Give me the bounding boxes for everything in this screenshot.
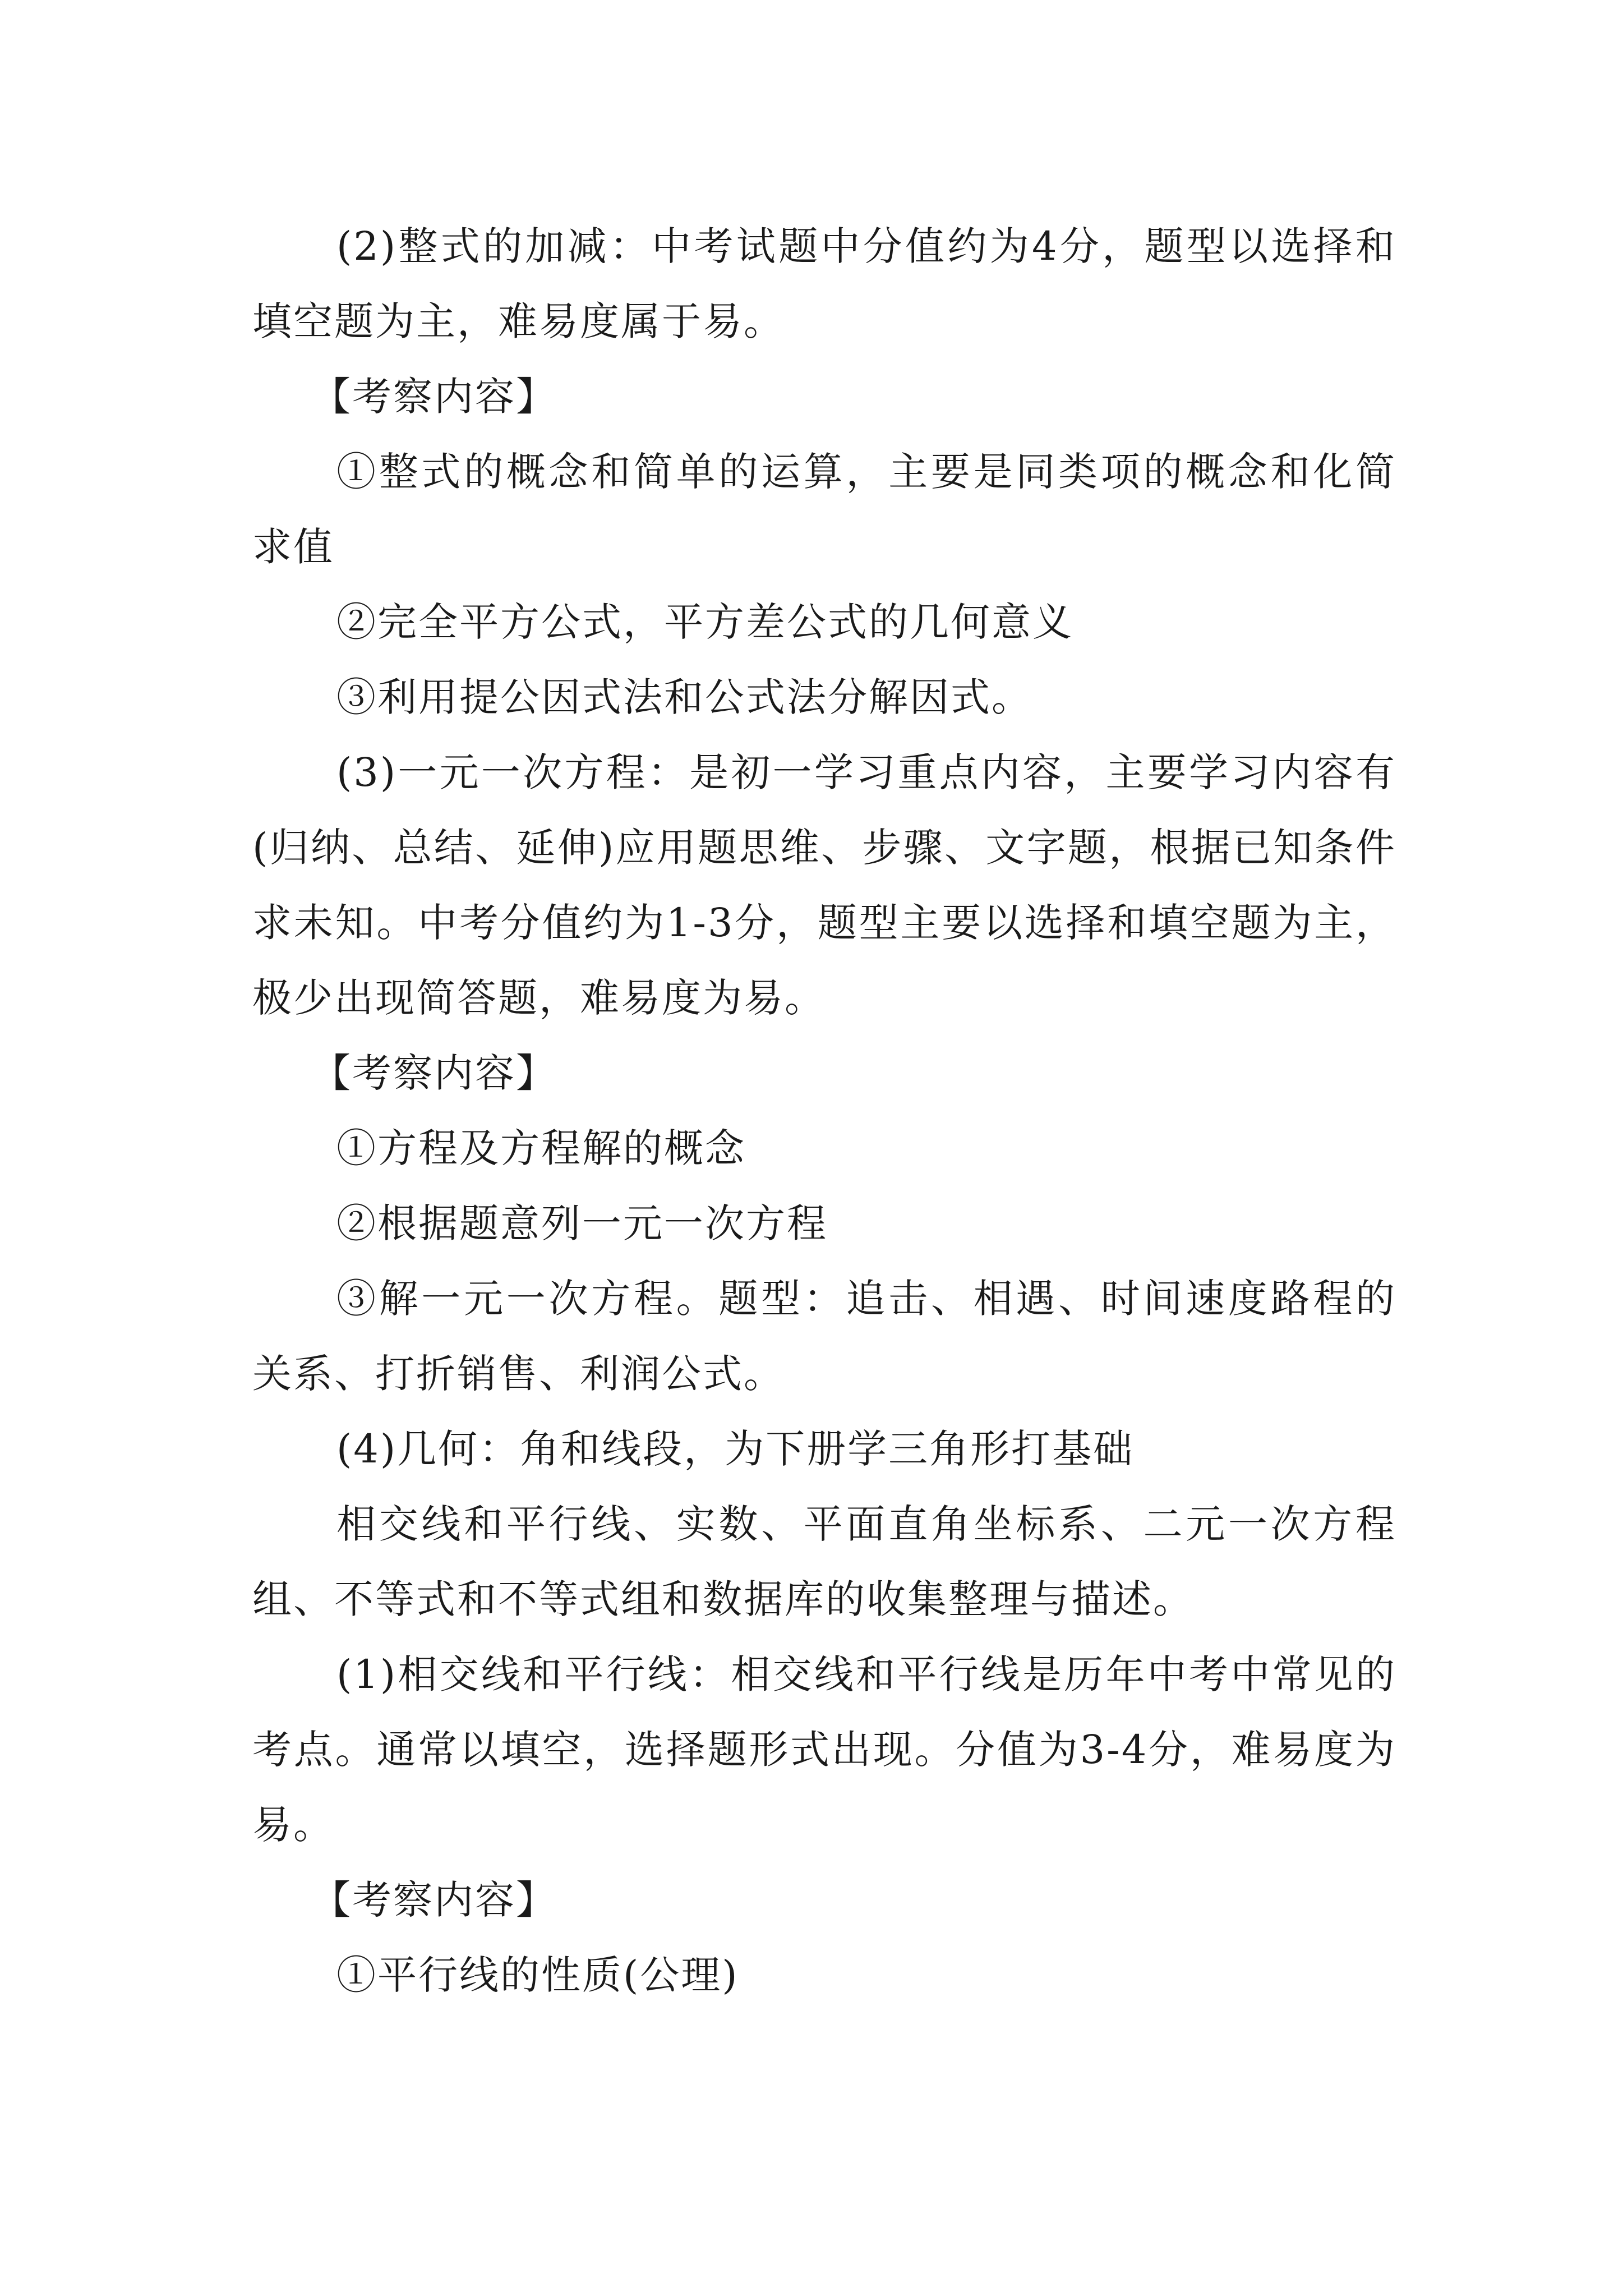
list-item-set-up-equation: ②根据题意列一元一次方程 xyxy=(336,1200,828,1246)
section-heading-exam-content: 【考察内容】 xyxy=(311,374,557,420)
list-item-concepts: ①整式的概念和简单的运算，主要是同类项的概念和化简求值 xyxy=(252,449,1396,570)
paragraph-second-volume-topics: 相交线和平行线、实数、平面直角坐标系、二元一次方程组、不等式和不等式组和数据库的收集整理与描述。 xyxy=(252,1501,1396,1622)
paragraph-intersecting-parallel-lines: (1)相交线和平行线：相交线和平行线是历年中考中常见的考点。通常以填空，选择题形式出现。分值为3-4分，难易度为易。 xyxy=(252,1651,1396,1848)
paragraph-geometry: (4)几何：角和线段，为下册学三角形打基础 xyxy=(336,1426,1135,1472)
document-body xyxy=(252,209,1396,2013)
list-item-square-formula: ②完全平方公式，平方差公式的几何意义 xyxy=(336,599,1073,645)
list-item-parallel-properties: ①平行线的性质(公理) xyxy=(336,1952,739,1998)
list-item-equation-concept: ①方程及方程解的概念 xyxy=(336,1125,746,1171)
paragraph-linear-equation: (3)一元一次方程：是初一学习重点内容，主要学习内容有(归纳、总结、延伸)应用题思维、步骤、文字题，根据已知条件求未知。中考分值约为1-3分，题型主要以选择和填空题为主，极少出现简答题，难易度为易。 xyxy=(252,749,1396,1021)
paragraph-integral-expression: (2)整式的加减：中考试题中分值约为4分，题型以选择和填空题为主，难易度属于易。 xyxy=(252,223,1396,344)
list-item-factorization: ③利用提公因式法和公式法分解因式。 xyxy=(336,674,1032,720)
list-item-solve-equation: ③解一元一次方程。题型：追击、相遇、时间速度路程的关系、打折销售、利润公式。 xyxy=(252,1276,1396,1397)
section-heading-exam-content: 【考察内容】 xyxy=(311,1877,557,1923)
section-heading-exam-content: 【考察内容】 xyxy=(311,1050,557,1096)
